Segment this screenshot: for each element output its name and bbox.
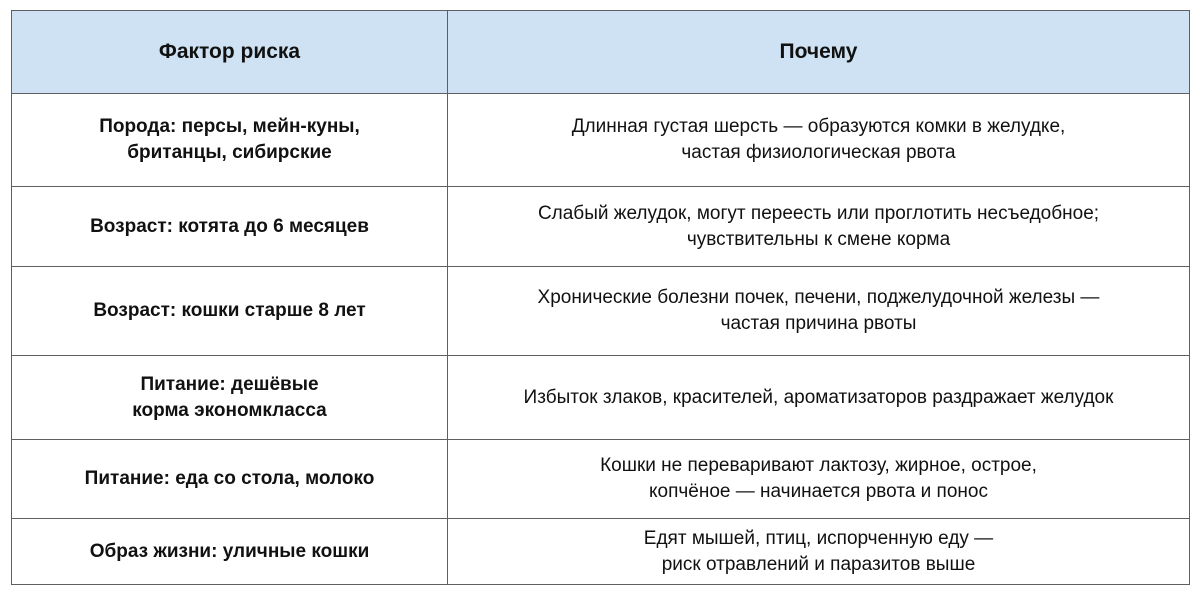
- risk-factor-text: британцы, сибирские: [127, 142, 332, 163]
- reason-text: риск отравлений и паразитов выше: [661, 553, 976, 575]
- reason-text: Длинная густая шерсть — образуются комки в желудке,: [571, 116, 1066, 137]
- risk-factor-text: Возраст: котята до 6 месяцев: [90, 215, 369, 237]
- table-row: [12, 267, 1190, 356]
- reason-text: частая причина рвоты: [720, 313, 917, 334]
- table-header-row: [12, 11, 1190, 94]
- risk-factor-text: Порода: персы, мейн-куны,: [99, 116, 360, 137]
- risk-factor-text: Питание: дешёвые: [140, 373, 319, 395]
- risk-factor-text: Возраст: кошки старше 8 лет: [93, 300, 366, 321]
- reason-cell: [448, 187, 1190, 267]
- table-row: [12, 440, 1190, 519]
- reason-cell: [448, 440, 1190, 519]
- risk-factor-text: Образ жизни: уличные кошки: [89, 540, 370, 562]
- reason-text: Слабый желудок, могут переесть или проглотить несъедобное;: [537, 202, 1100, 224]
- reason-text: Хронические болезни почек, печени, поджелудочной железы —: [537, 287, 1100, 308]
- reason-text: Избыток злаков, красителей, ароматизаторов раздражает желудок: [523, 386, 1114, 408]
- reason-cell: [448, 267, 1190, 356]
- table-row: [12, 94, 1190, 187]
- risk-factor-cell: [12, 356, 448, 440]
- header-why: Почему: [448, 11, 1190, 94]
- risk-factor-cell: [12, 94, 448, 187]
- risk-factor-cell: [12, 440, 448, 519]
- table-row: [12, 356, 1190, 440]
- reason-text: копчёное — начинается рвота и понос: [649, 481, 988, 502]
- reason-cell: [448, 519, 1190, 585]
- header-risk-factor: Фактор риска: [12, 11, 448, 94]
- risk-factors-table: [11, 10, 1190, 585]
- reason-text: Едят мышей, птиц, испорченную еду —: [643, 527, 994, 549]
- table-row: [12, 519, 1190, 585]
- risk-factor-cell: [12, 267, 448, 356]
- reason-cell: [448, 356, 1190, 440]
- risk-factor-cell: [12, 187, 448, 267]
- reason-text: Кошки не переваривают лактозу, жирное, острое,: [600, 455, 1037, 476]
- risk-factor-text: Питание: еда со стола, молоко: [84, 468, 375, 489]
- reason-text: частая физиологическая рвота: [681, 142, 956, 163]
- risk-factor-text: корма экономкласса: [132, 399, 327, 421]
- reason-cell: [448, 94, 1190, 187]
- risk-factor-cell: [12, 519, 448, 585]
- reason-text: чувствительны к смене корма: [686, 228, 951, 250]
- table-row: [12, 187, 1190, 267]
